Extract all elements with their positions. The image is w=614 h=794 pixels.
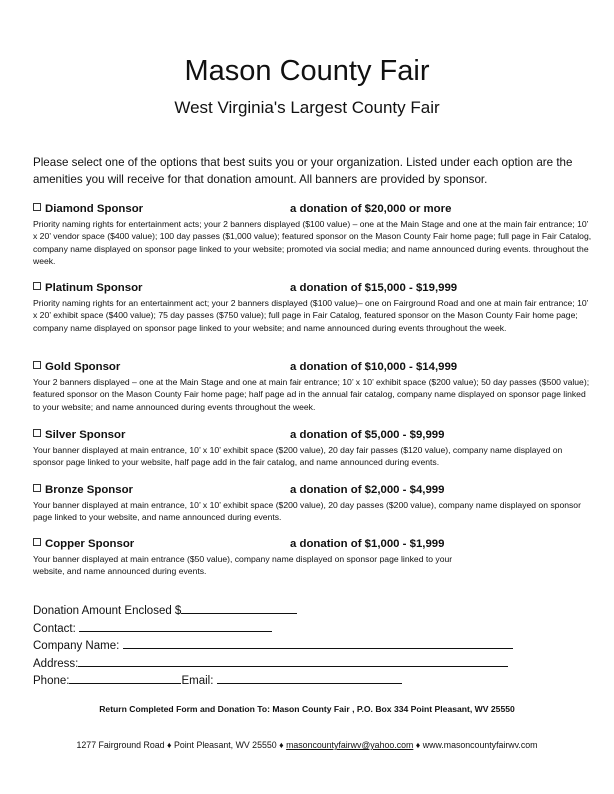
sponsor-description: Your banner displayed at main entrance, 10’ x 10’ exhibit space ($200 value), 20 day fair passes ($120 value), company name displayed on sponsor page linked to your website, half page add in the fair catalog, and name announced during events. <box>33 445 563 468</box>
checkbox[interactable] <box>33 361 41 369</box>
diamond-separator-icon: ♦ <box>415 740 421 750</box>
company-field[interactable] <box>123 637 513 649</box>
sponsor-price: a donation of $20,000 or more <box>290 203 452 215</box>
sponsor-description: Priority naming rights for an entertainment act; your 2 banners displayed ($100 value)– one on Fairground Road and one at main fair entrance; 10’ x 20’ exhibit space ($400 value); 75 day passes ($750 value); full page in Fair Catalog, featured sponsor on the Mason County Fair home page; company name displayed on sponsor page linked to your website; and name announced during events throughout the week. <box>33 298 589 333</box>
email-field[interactable] <box>217 672 402 684</box>
diamond-separator-icon: ♦ <box>279 740 284 750</box>
checkbox[interactable] <box>33 203 41 211</box>
sponsor-description: Your banner displayed at main entrance, 10’ x 10’ exhibit space ($200 value), 20 day passes ($200 value), company name displayed on sponsor page linked to your website, and name announced during events. <box>33 500 581 523</box>
sponsor-diamond <box>33 203 593 268</box>
footer-website: www.masoncountyfairwv.com <box>422 740 538 750</box>
sponsor-price: a donation of $15,000 - $19,999 <box>290 282 458 294</box>
sponsor-price: a donation of $2,000 - $4,999 <box>290 484 445 496</box>
sponsor-bronze <box>33 484 593 524</box>
sponsor-price: a donation of $5,000 - $9,999 <box>290 429 445 441</box>
sponsor-name: Bronze Sponsor <box>45 484 133 496</box>
sponsor-description: Priority naming rights for entertainment acts; your 2 banners displayed ($100 value) – one at the Main Stage and one at the main fair entrance; 10’ x 20’ vendor space ($400 value); 100 day passes ($1,000 value); featured sponsor on the Mason County Fair home page; full page in Fair Catalog, company name displayed on sponsor page linked to your website; promoted via social media; and name announced during events. throughout the week. <box>33 219 592 267</box>
return-instructions: Return Completed Form and Donation To: Mason County Fair , P.O. Box 334 Point Pleasant, WV 25550 <box>99 704 515 714</box>
sponsor-name: Platinum Sponsor <box>45 282 143 294</box>
footer-street: 1277 Fairground Road <box>76 740 165 750</box>
sponsor-copper <box>33 538 593 578</box>
address-label: Address: <box>33 657 79 670</box>
checkbox[interactable] <box>33 538 41 546</box>
contact-field[interactable] <box>79 620 272 632</box>
page-subtitle: West Virginia's Largest County Fair <box>174 98 440 117</box>
sponsor-description: Your 2 banners displayed – one at the Main Stage and one at main fair entrance; 10’ x 10’ exhibit space ($200 value); 50 day passes ($500 value); featured sponsor on the Mason County Fair home page; half page ad in the annual fair catalog, company name displayed on sponsor page linked to your website; and name announced during events throughout the week. <box>33 377 590 412</box>
sponsor-silver <box>33 429 593 469</box>
phone-field[interactable] <box>69 672 181 684</box>
sponsor-name: Copper Sponsor <box>45 538 135 550</box>
sponsor-platinum <box>33 282 593 334</box>
donation-form <box>33 602 513 690</box>
company-label: Company Name: <box>33 640 120 653</box>
checkbox[interactable] <box>33 429 41 437</box>
footer-email-link[interactable]: masoncountyfairwv@yahoo.com <box>286 740 414 750</box>
address-field[interactable] <box>78 655 508 667</box>
footer <box>0 740 614 750</box>
page-title: Mason County Fair <box>184 55 430 87</box>
sponsor-price: a donation of $10,000 - $14,999 <box>290 361 458 373</box>
sponsor-name: Silver Sponsor <box>45 429 126 441</box>
phone-label: Phone: <box>33 675 70 688</box>
donation-label: Donation Amount Enclosed $ <box>33 605 182 617</box>
sponsor-price: a donation of $1,000 - $1,999 <box>290 538 445 550</box>
footer-city: Point Pleasant, WV 25550 <box>173 740 277 750</box>
contact-label: Contact: <box>33 622 76 635</box>
intro-text: Please select one of the options that best suits you or your organization. Listed under each option are the amenities you will receive for that donation amount. All banners are provided by sponsor. <box>33 156 573 186</box>
sponsor-gold <box>33 361 593 413</box>
sponsor-name: Gold Sponsor <box>45 361 121 373</box>
diamond-separator-icon: ♦ <box>167 740 172 750</box>
checkbox[interactable] <box>33 282 41 290</box>
checkbox[interactable] <box>33 484 41 492</box>
donation-field[interactable] <box>181 602 297 614</box>
sponsor-description: Your banner displayed at main entrance ($50 value), company name displayed on sponsor page linked to your website, and name announced during events. <box>33 554 453 577</box>
sponsor-name: Diamond Sponsor <box>45 203 144 215</box>
email-label: Email: <box>181 675 214 688</box>
